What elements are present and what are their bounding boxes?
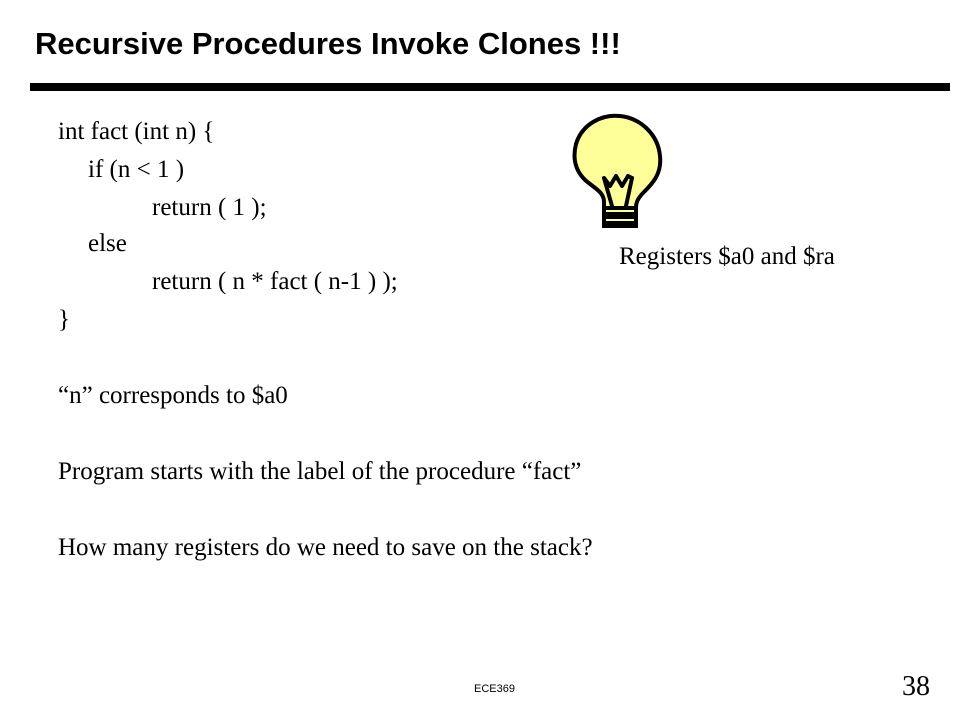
footer-course: ECE369 bbox=[474, 683, 515, 695]
code-line-if: if (n < 1 ) bbox=[88, 156, 185, 183]
code-line-close-brace: } bbox=[58, 306, 70, 333]
code-line-return-one: return ( 1 ); bbox=[152, 194, 267, 221]
code-line-signature: int fact (int n) { bbox=[58, 118, 215, 145]
hint-registers: Registers $a0 and $ra bbox=[619, 243, 835, 270]
slide-title: Recursive Procedures Invoke Clones !!! bbox=[35, 26, 621, 61]
code-line-return-recursive: return ( n * fact ( n-1 ) ); bbox=[152, 268, 398, 295]
code-line-else: else bbox=[88, 230, 127, 257]
lightbulb-icon bbox=[568, 112, 668, 232]
note-program-start: Program starts with the label of the procedure “fact” bbox=[58, 458, 582, 485]
note-question: How many registers do we need to save on the stack? bbox=[58, 534, 593, 561]
title-divider bbox=[30, 83, 950, 91]
note-n-register: “n” corresponds to $a0 bbox=[58, 382, 288, 409]
page-number: 38 bbox=[902, 671, 930, 702]
